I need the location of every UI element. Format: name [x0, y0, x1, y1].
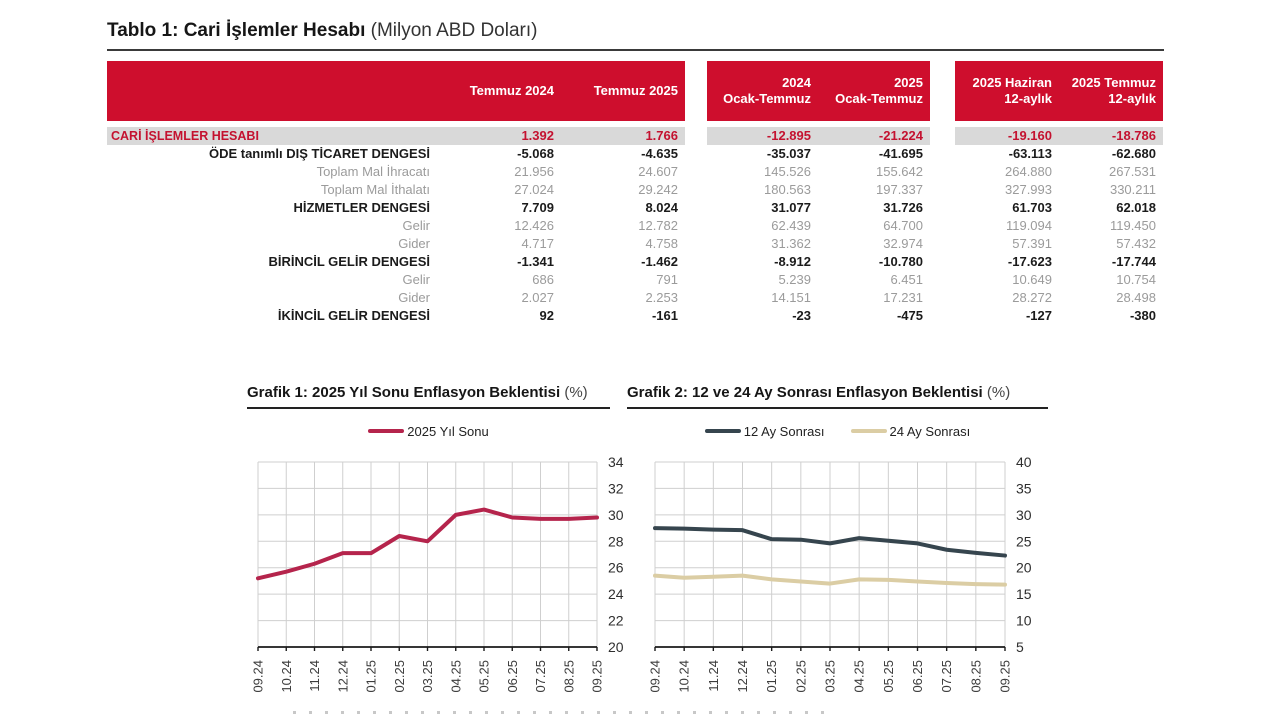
- legend-line-swatch: [705, 429, 741, 434]
- grafik-1-title-underline: [247, 407, 610, 409]
- svg-text:11.24: 11.24: [307, 660, 322, 692]
- table-cell: 6.451: [890, 272, 923, 287]
- col-header-text: 2025 Temmuz: [1071, 75, 1156, 90]
- col-header: [437, 83, 561, 99]
- table-title: [107, 20, 1164, 42]
- svg-text:04.25: 04.25: [851, 660, 867, 693]
- table-cell: -21.224: [818, 127, 930, 145]
- header-block-cumulative: [707, 61, 930, 121]
- table-row: [107, 307, 1164, 325]
- svg-text:04.25: 04.25: [448, 660, 464, 693]
- grafik-2: [627, 384, 1048, 704]
- block-gap: [930, 217, 955, 235]
- svg-text:10: 10: [1016, 612, 1032, 629]
- table-cell: 10.754: [1116, 272, 1156, 287]
- svg-text:07.25: 07.25: [533, 660, 548, 693]
- table-cell: 1.392: [437, 127, 561, 145]
- table-row: [107, 271, 1164, 289]
- legend-item: [851, 424, 971, 439]
- row-label: CARİ İŞLEMLER HESABI: [107, 127, 437, 145]
- svg-text:15: 15: [1016, 586, 1032, 603]
- gridlines: [258, 462, 597, 647]
- svg-text:10.24: 10.24: [278, 660, 294, 693]
- block-gap: [930, 145, 955, 163]
- gridlines: [655, 462, 1005, 647]
- table-cell: -4.635: [641, 146, 678, 161]
- table-cell: 2.027: [521, 290, 554, 305]
- svg-text:20: 20: [1016, 559, 1032, 576]
- svg-text:09.25: 09.25: [589, 660, 605, 693]
- legend-item: [705, 424, 825, 439]
- block-gap: [685, 271, 707, 289]
- col-header: [955, 75, 1059, 107]
- block-gap: [685, 181, 707, 199]
- svg-text:05.25: 05.25: [880, 660, 896, 693]
- col-header-text: Ocak-Temmuz: [723, 91, 811, 106]
- row-label: Gelir: [402, 272, 430, 287]
- row-label: Toplam Mal İthalatı: [320, 182, 430, 197]
- col-header: [561, 83, 685, 99]
- table-cell: -8.912: [774, 254, 811, 269]
- svg-text:12.24: 12.24: [735, 660, 750, 693]
- table-cell: 57.391: [1012, 236, 1052, 251]
- table-title-main: Tablo 1: Cari İşlemler Hesabı: [107, 20, 366, 41]
- table-cell: -127: [1025, 308, 1052, 323]
- svg-text:26: 26: [608, 559, 624, 576]
- table-cell: -161: [651, 308, 678, 323]
- table-cell: 24.607: [638, 164, 678, 179]
- table-cell: -18.786: [1059, 127, 1163, 145]
- row-label: İKİNCİL GELİR DENGESİ: [277, 308, 430, 323]
- table-cell: 2.253: [645, 290, 678, 305]
- table-cell: -23: [792, 308, 811, 323]
- table-cell: 64.700: [883, 218, 923, 233]
- table-cell: 1.766: [561, 127, 685, 145]
- svg-text:02.25: 02.25: [391, 660, 407, 693]
- y-axis-labels: [608, 454, 624, 655]
- table-cell: 10.649: [1012, 272, 1052, 287]
- row-label: ÖDE tanımlı DIŞ TİCARET DENGESİ: [208, 146, 430, 161]
- table-cell: -12.895: [707, 127, 818, 145]
- table-cell: 21.956: [514, 164, 554, 179]
- grafik-1-legend: [247, 422, 610, 440]
- grafik-2-title-unit: (%): [986, 384, 1011, 401]
- table-cell: -1.341: [517, 254, 554, 269]
- legend-item: [368, 424, 488, 439]
- svg-text:06.25: 06.25: [504, 660, 520, 693]
- y-axis-labels: [1016, 454, 1032, 655]
- svg-text:11.24: 11.24: [705, 660, 721, 692]
- grafik-2-legend: [627, 422, 1048, 440]
- svg-text:03.25: 03.25: [822, 660, 838, 693]
- legend-label: 2025 Yıl Sonu: [407, 423, 489, 439]
- block-gap: [685, 127, 707, 145]
- table-cell: 32.974: [883, 236, 923, 251]
- title-underline: [107, 49, 1164, 51]
- svg-text:10.24: 10.24: [676, 660, 692, 693]
- table-cell: 12.426: [514, 218, 554, 233]
- block-gap: [930, 163, 955, 181]
- grafik-1-title-unit: (%): [564, 384, 588, 401]
- table-cell: 791: [656, 272, 678, 287]
- grafik-1-title: [247, 384, 610, 401]
- table-cell: 145.526: [764, 164, 811, 179]
- table-cell: -5.068: [517, 146, 554, 161]
- svg-text:01.25: 01.25: [764, 660, 780, 693]
- svg-text:25: 25: [1016, 533, 1032, 550]
- table-cell: 267.531: [1109, 164, 1156, 179]
- table-cell: 197.337: [876, 182, 923, 197]
- table-cell: 5.239: [778, 272, 811, 287]
- col-header-text: 12-aylık: [1108, 91, 1156, 106]
- svg-text:5: 5: [1016, 639, 1024, 655]
- block-gap: [685, 199, 707, 217]
- table-cell: 28.498: [1116, 290, 1156, 305]
- table-cell: -41.695: [878, 146, 923, 161]
- grafik-2-title-main: Grafik 2: 12 ve 24 Ay Sonrası Enflasyon Beklentisi: [627, 384, 983, 401]
- table-row: [107, 163, 1164, 181]
- table-cell: 327.993: [1005, 182, 1052, 197]
- legend-line-swatch: [851, 429, 887, 434]
- block-gap: [685, 307, 707, 325]
- grafik-2-plot: [627, 444, 1047, 704]
- block-gap: [930, 127, 955, 145]
- header-block-monthly: [107, 61, 685, 121]
- table-cell: 8.024: [645, 200, 678, 215]
- table-cell: 330.211: [1109, 182, 1156, 197]
- svg-text:03.25: 03.25: [420, 660, 435, 693]
- col-header-text: Ocak-Temmuz: [835, 91, 923, 106]
- table-cell: 12.782: [638, 218, 678, 233]
- table-cell: 28.272: [1012, 290, 1052, 305]
- block-gap: [930, 235, 955, 253]
- table-row: [107, 289, 1164, 307]
- table-cell: -19.160: [955, 127, 1059, 145]
- header-block-12month: [955, 61, 1163, 121]
- row-label: Gider: [398, 290, 430, 305]
- col-header-text: 2024: [782, 75, 811, 90]
- table-cell: 29.242: [638, 182, 678, 197]
- row-label: HİZMETLER DENGESİ: [293, 200, 430, 215]
- col-header-text: 12-aylık: [1004, 91, 1052, 106]
- table-cell: -475: [896, 308, 923, 323]
- x-axis: [258, 647, 597, 651]
- grafik-1-plot: [247, 444, 647, 704]
- block-gap: [685, 145, 707, 163]
- table-cell: 62.439: [771, 218, 811, 233]
- block-gap: [685, 163, 707, 181]
- legend-label: 12 Ay Sonrası: [743, 423, 825, 439]
- col-header-text: 2025 Haziran: [972, 75, 1052, 90]
- table-cell: 92: [539, 308, 554, 323]
- svg-text:32: 32: [608, 480, 624, 497]
- table-row: [107, 199, 1164, 217]
- table-cell: 31.077: [771, 200, 811, 215]
- svg-text:35: 35: [1016, 480, 1032, 497]
- table-cell: 62.018: [1116, 200, 1156, 215]
- svg-text:08.25: 08.25: [968, 660, 984, 693]
- svg-text:07.25: 07.25: [939, 660, 955, 693]
- svg-text:40: 40: [1016, 454, 1032, 470]
- x-axis: [655, 647, 1005, 651]
- col-header-text: Temmuz 2025: [593, 83, 678, 98]
- table-cell: -63.113: [1008, 146, 1052, 161]
- table-cell: 17.231: [883, 290, 923, 305]
- row-label: Gider: [398, 236, 430, 251]
- svg-text:06.25: 06.25: [910, 660, 925, 693]
- col-header-text: 2025: [894, 75, 923, 90]
- svg-text:09.24: 09.24: [647, 660, 663, 693]
- block-gap: [685, 253, 707, 271]
- grafik-2-title-underline: [627, 407, 1048, 409]
- table-section: [107, 20, 1164, 325]
- x-axis-labels: [648, 660, 1013, 693]
- grafik-2-title: [627, 384, 1048, 401]
- table-cell: 119.094: [1005, 218, 1052, 233]
- block-gap: [930, 271, 955, 289]
- svg-text:01.25: 01.25: [363, 660, 379, 693]
- table-cell: -35.037: [766, 146, 811, 161]
- table-cell: -1.462: [641, 254, 678, 269]
- block-gap: [685, 289, 707, 307]
- table-cell: 4.758: [645, 236, 678, 251]
- svg-text:09.25: 09.25: [997, 660, 1013, 693]
- table-row: [107, 127, 1164, 145]
- table-cell: -17.744: [1111, 254, 1156, 269]
- table-title-unit: (Milyon ABD Doları): [370, 20, 538, 41]
- svg-text:09.24: 09.24: [250, 660, 266, 693]
- x-axis-labels: [251, 660, 605, 693]
- svg-text:02.25: 02.25: [793, 660, 809, 693]
- col-header-text: Temmuz 2024: [469, 83, 554, 98]
- block-gap: [930, 181, 955, 199]
- col-header: [707, 75, 818, 107]
- block-gap: [930, 289, 955, 307]
- table-cell: 7.709: [521, 200, 554, 215]
- svg-text:12.24: 12.24: [335, 660, 351, 693]
- block-gap: [930, 253, 955, 271]
- table-cell: 686: [532, 272, 554, 287]
- table-cell: 57.432: [1116, 236, 1156, 251]
- col-header: [1059, 75, 1163, 107]
- table-cell: 180.563: [764, 182, 811, 197]
- table-cell: 31.726: [883, 200, 923, 215]
- table-cell: 27.024: [514, 182, 554, 197]
- svg-text:30: 30: [608, 506, 624, 523]
- table-cell: 119.450: [1109, 218, 1156, 233]
- table-cell: -17.623: [1007, 254, 1052, 269]
- grafik-1-title-main: Grafik 1: 2025 Yıl Sonu Enflasyon Beklentisi: [247, 384, 561, 401]
- svg-text:05.25: 05.25: [476, 660, 492, 693]
- table-cell: 155.642: [876, 164, 923, 179]
- table-body: [107, 127, 1164, 325]
- grafik-1: [247, 384, 624, 704]
- block-gap: [685, 235, 707, 253]
- col-header: [818, 75, 930, 107]
- table-cell: -10.780: [878, 254, 923, 269]
- row-label: BİRİNCİL GELİR DENGESİ: [268, 254, 430, 269]
- svg-text:08.25: 08.25: [561, 660, 577, 693]
- table-row: [107, 181, 1164, 199]
- table-header-row: [107, 61, 1164, 121]
- table-row: [107, 145, 1164, 163]
- svg-text:28: 28: [608, 533, 624, 550]
- svg-text:34: 34: [608, 454, 624, 470]
- svg-text:30: 30: [1016, 506, 1032, 523]
- svg-text:24: 24: [608, 586, 624, 603]
- block-gap: [930, 199, 955, 217]
- table-cell: 4.717: [521, 236, 554, 251]
- block-gap: [930, 307, 955, 325]
- table-row: [107, 235, 1164, 253]
- row-label: Gelir: [402, 218, 430, 233]
- svg-text:20: 20: [608, 639, 624, 655]
- table-row: [107, 217, 1164, 235]
- table-cell: 61.703: [1012, 200, 1052, 215]
- cropped-caption-sliver: [293, 711, 833, 714]
- table-cell: -380: [1129, 308, 1156, 323]
- table-cell: -62.680: [1111, 146, 1156, 161]
- table-row: [107, 253, 1164, 271]
- legend-label: 24 Ay Sonrası: [889, 423, 971, 439]
- row-label: Toplam Mal İhracatı: [316, 164, 430, 179]
- svg-text:22: 22: [608, 612, 624, 629]
- legend-line-swatch: [368, 429, 404, 434]
- table-cell: 31.362: [771, 236, 811, 251]
- table-cell: 264.880: [1005, 164, 1052, 179]
- block-gap: [685, 217, 707, 235]
- table-cell: 14.151: [771, 290, 811, 305]
